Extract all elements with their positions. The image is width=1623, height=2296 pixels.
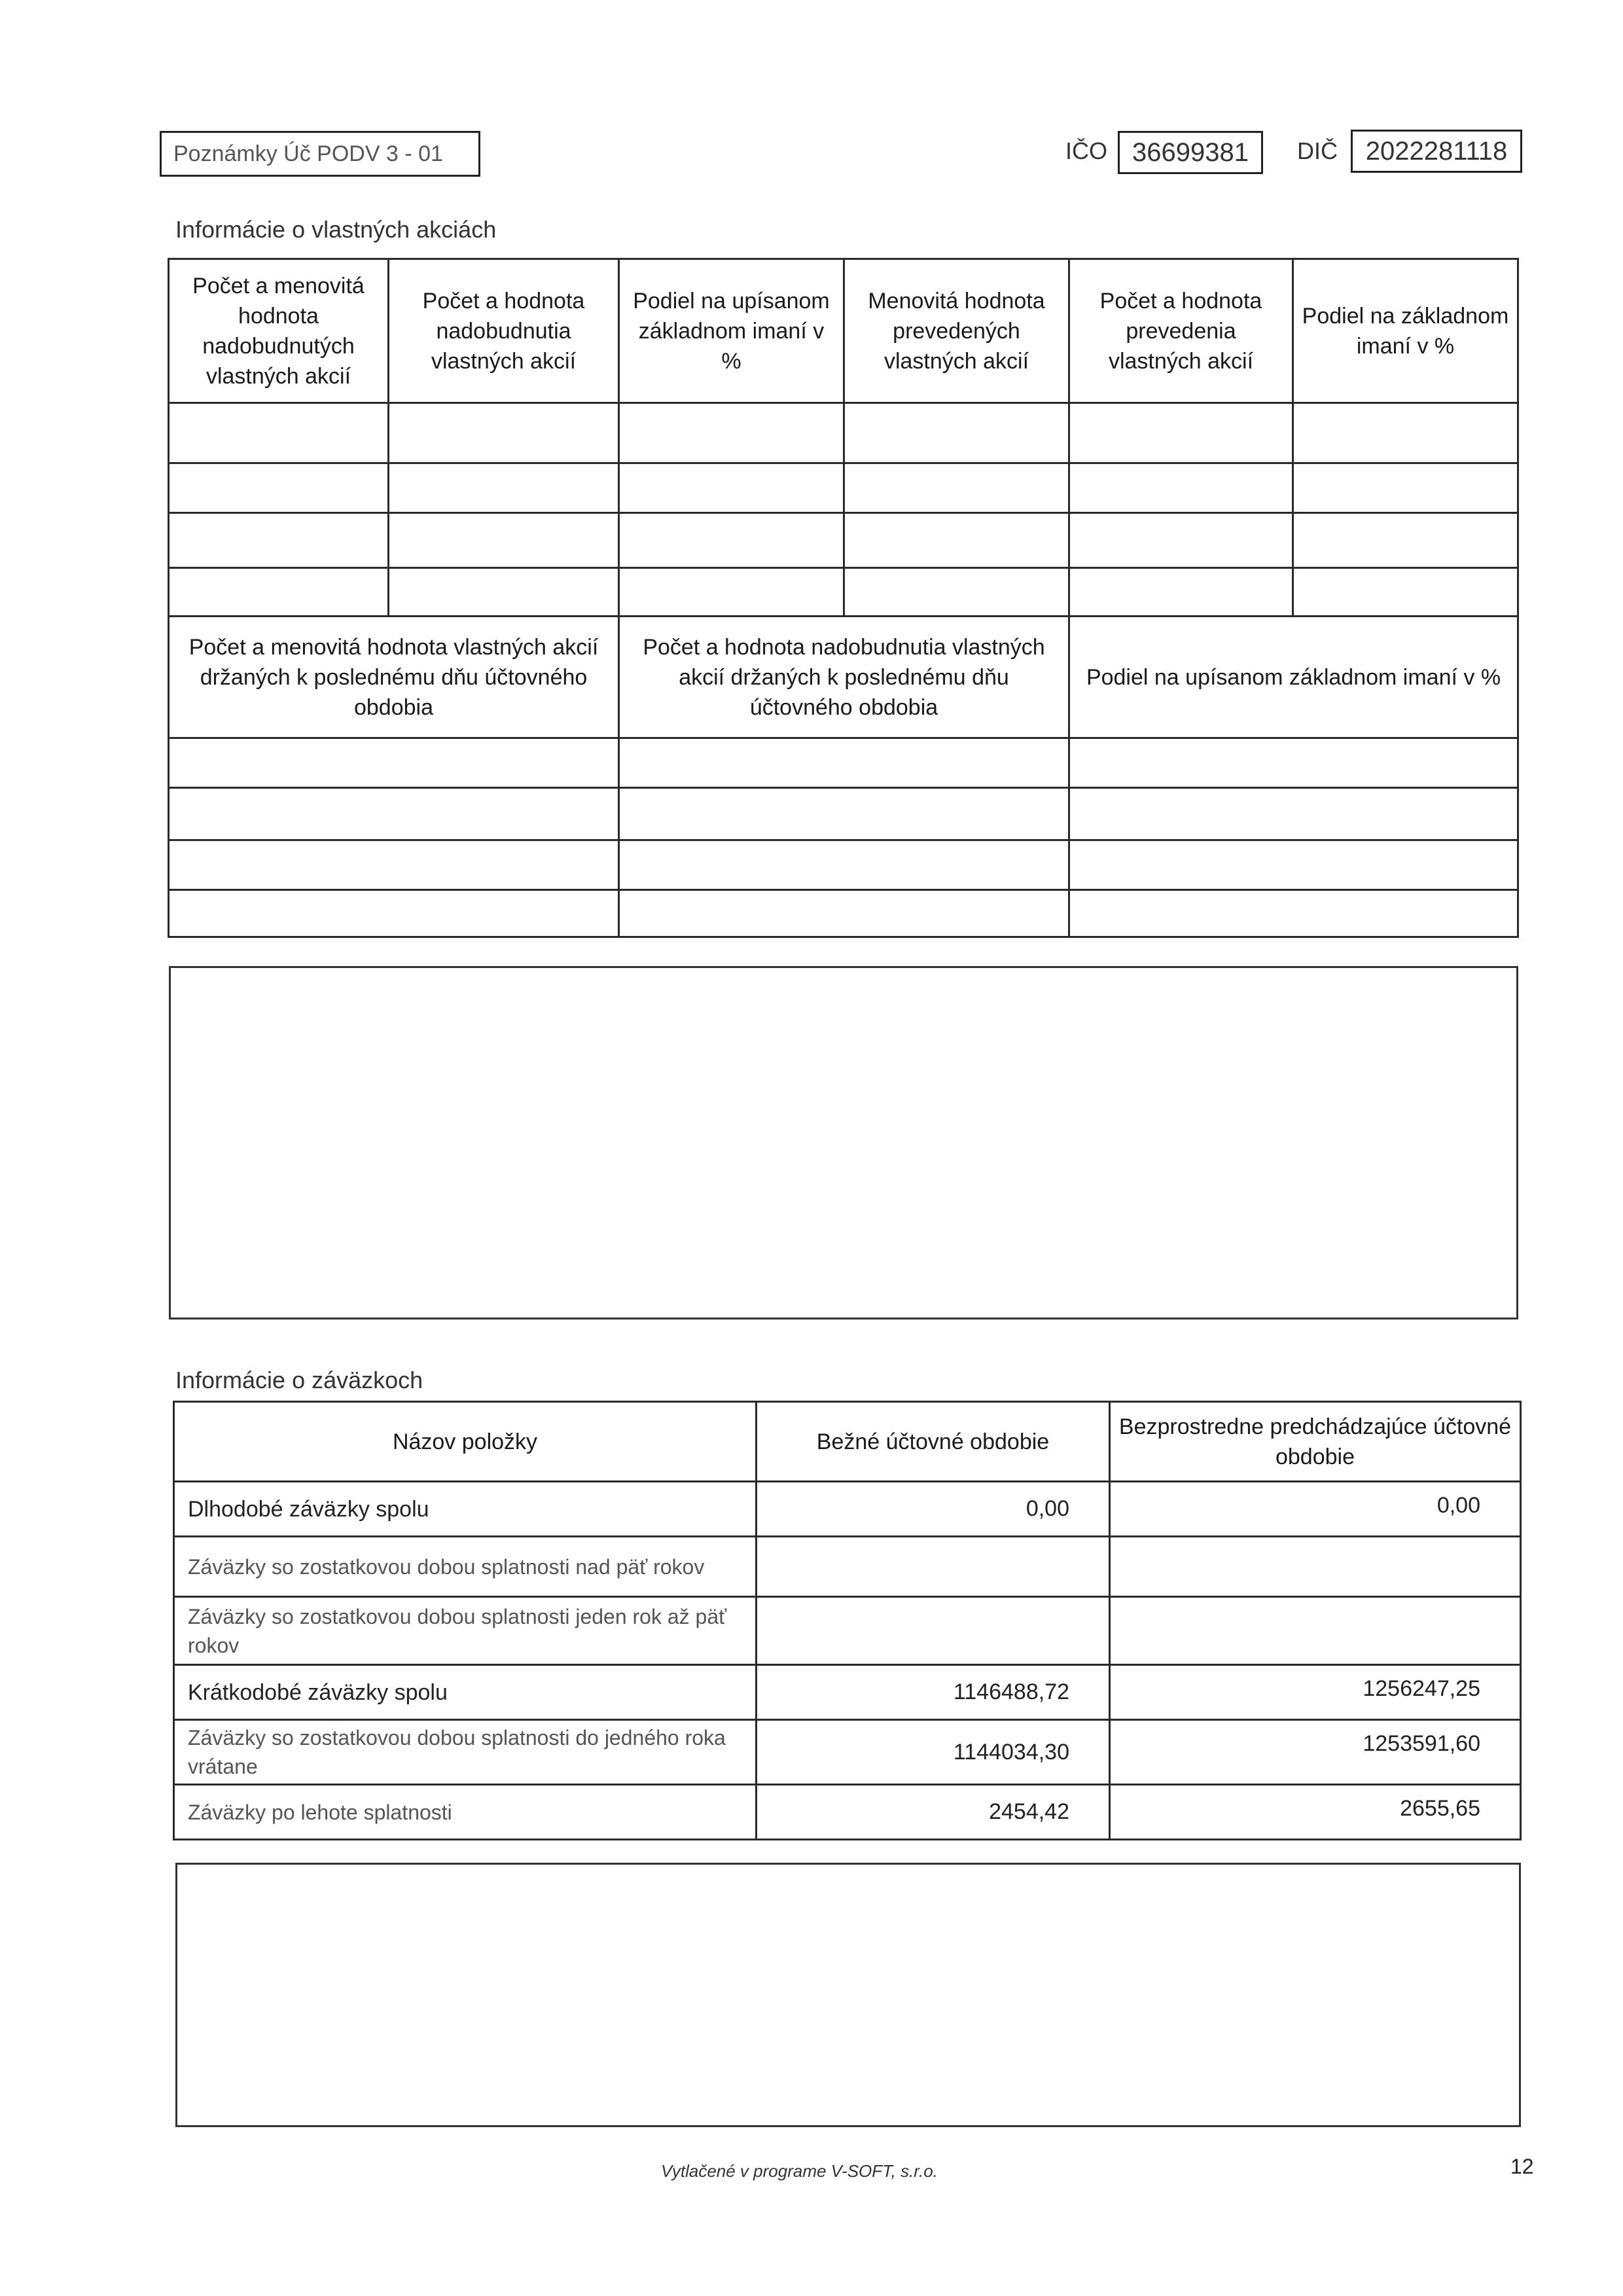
page-number: 12 [1510,2155,1534,2178]
table-row [174,1785,1521,1840]
row-label: Záväzky po lehote splatnosti [174,1785,757,1840]
table-row [174,1482,1521,1537]
own-shares-table [168,258,1519,617]
row-label: Krátkodobé záväzky spolu [174,1665,757,1720]
liabilities-title: Informácie o záväzkoch [175,1367,423,1393]
col-header-current-period: Bežné účtovné obdobie [757,1402,1110,1482]
previous-value: 2655,65 [1110,1785,1521,1840]
table-row [174,1537,1521,1597]
previous-value: 1253591,60 [1110,1720,1521,1785]
table-row [169,513,1518,568]
held-shares-table [168,615,1519,938]
form-label: Poznámky Úč PODV 3 - 01 [160,131,480,177]
current-value: 1146488,72 [757,1665,1110,1720]
table-row [169,568,1518,617]
col-header-capital-share: Podiel na základnom imaní v % [1293,259,1518,403]
own-shares-title: Informácie o vlastných akciách [175,216,497,243]
dic-label: DIČ [1297,137,1338,164]
ico-label: IČO [1065,137,1108,164]
col-header-held-share: Podiel na upísanom základnom imaní v % [1069,617,1518,738]
col-header-subscribed-share: Podiel na upísanom základnom imaní v % [619,259,844,403]
col-header-held-nominal: Počet a menovitá hodnota vlastných akcií držaných k poslednému dňu účtovného obdobia [169,617,619,738]
current-value: 1144034,30 [757,1720,1110,1785]
dic-value: 2022281118 [1351,130,1522,173]
current-value [757,1537,1110,1597]
table-row [169,890,1518,937]
row-label: Záväzky so zostatkovou dobou splatnosti do jedného roka vrátane [174,1720,757,1785]
row-label: Dlhodobé záväzky spolu [174,1482,757,1537]
own-shares-notes-box [169,966,1518,1319]
row-label: Záväzky so zostatkovou dobou splatnosti nad päť rokov [174,1537,757,1597]
current-value [757,1597,1110,1665]
current-value: 0,00 [757,1482,1110,1537]
col-header-acquisition-value: Počet a hodnota nadobudnutia vlastných akcií [389,259,619,403]
printed-by-footer: Vytlačené v programe V-SOFT, s.r.o. [661,2161,938,2181]
ico-value: 36699381 [1118,131,1263,174]
col-header-acquired-nominal: Počet a menovitá hodnota nadobudnutých vlastných akcií [169,259,389,403]
previous-value [1110,1597,1521,1665]
table-row [169,403,1518,463]
liabilities-table [173,1401,1522,1840]
table-row [169,738,1518,788]
liabilities-notes-box [175,1863,1521,2127]
col-header-previous-period: Bezprostredne predchádzajúce účtovné obdobie [1110,1402,1521,1482]
table-row [169,788,1518,840]
col-header-item-name: Názov položky [174,1402,757,1482]
table-row [174,1665,1521,1720]
previous-value: 1256247,25 [1110,1665,1521,1720]
col-header-held-acquisition: Počet a hodnota nadobudnutia vlastných akcií držaných k poslednému dňu účtovného obdobia [619,617,1069,738]
col-header-transfer-value: Počet a hodnota prevedenia vlastných akcií [1069,259,1293,403]
table-row [169,840,1518,890]
table-row [174,1597,1521,1665]
table-row [174,1720,1521,1785]
row-label: Záväzky so zostatkovou dobou splatnosti jeden rok až päť rokov [174,1597,757,1665]
previous-value [1110,1537,1521,1597]
table-row [169,463,1518,513]
current-value: 2454,42 [757,1785,1110,1840]
col-header-transferred-nominal: Menovitá hodnota prevedených vlastných akcií [844,259,1069,403]
previous-value: 0,00 [1110,1482,1521,1537]
